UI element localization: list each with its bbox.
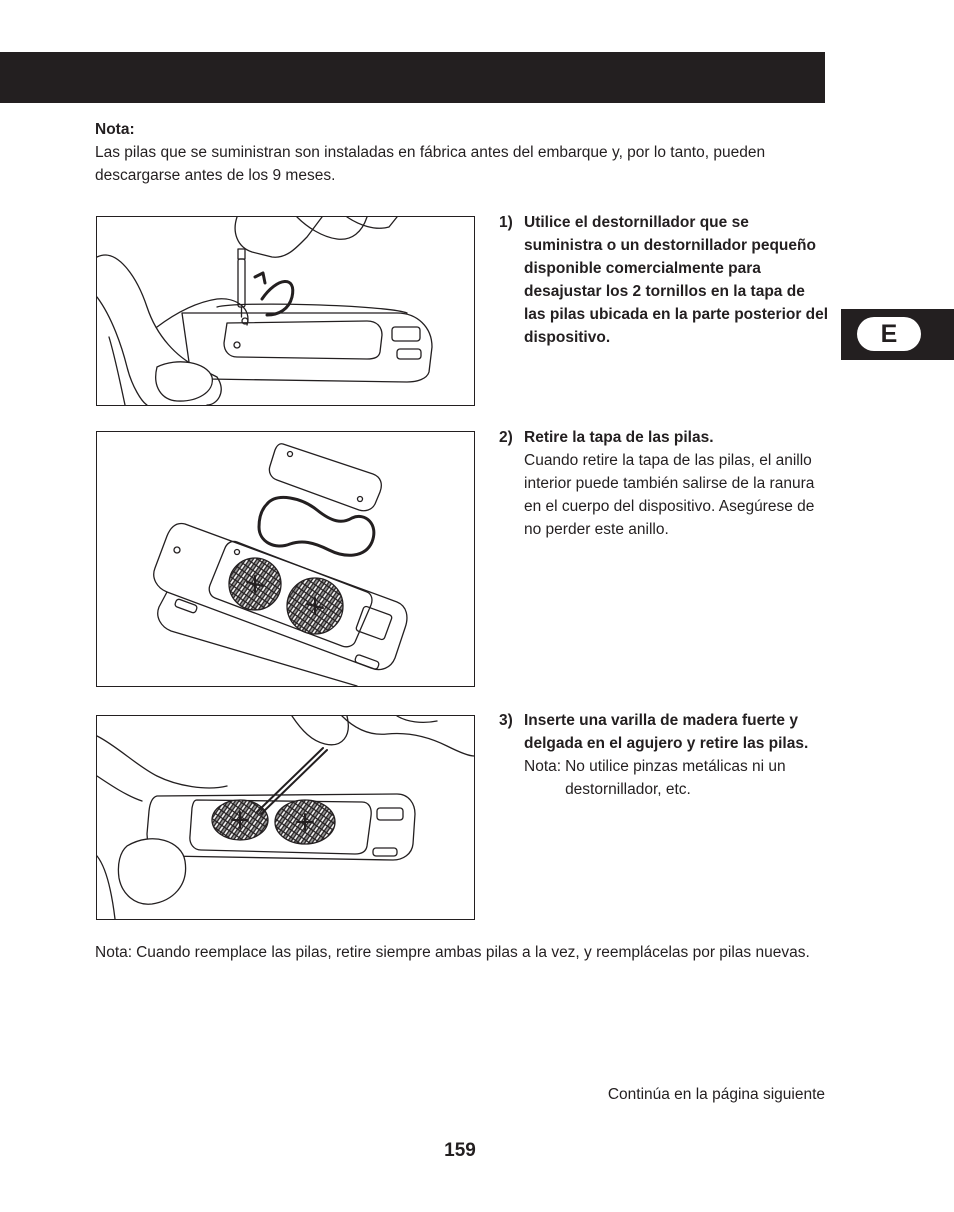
continue-text: Continúa en la página siguiente [607,1086,825,1103]
language-badge: E [857,317,921,351]
step-2 [499,426,829,541]
step-1-number: 1) [499,214,513,231]
page-number: 159 [444,1140,476,1161]
step-2-number: 2) [499,429,513,446]
step-2-text: Cuando retire la tapa de las pilas, el anillo interior puede también salirse de la ranura en el cuerpo del dispositivo. Asegúrese de no perder este anillo. [524,452,815,538]
bottom-note [95,941,825,964]
step-2-title: Retire la tapa de las pilas. [524,429,714,446]
top-note [95,118,825,187]
step-3-note [524,755,829,801]
step-1-title: Utilice el destornillador que se suministra o un destornillador pequeño disponible comercialmente para desajustar los 2 tornillos en la tapa de las pilas ubicada en la parte posterior del dispositivo. [524,214,829,346]
top-note-label: Nota: [95,121,135,138]
bottom-note-text: Cuando reemplace las pilas, retire siempre ambas pilas a la vez, y reemplácelas por pilas nuevas. [136,944,810,961]
header-bar [0,52,825,103]
step-3-note-label: Nota: [524,758,562,775]
step-3-title: Inserte una varilla de madera fuerte y delgada en el agujero y retire las pilas. [524,712,809,752]
language-tab [841,309,954,360]
step-3-note-text: No utilice pinzas metálicas ni un destornillador, etc. [565,758,786,798]
figure-unscrew-cover [96,216,475,406]
figure-remove-cover [96,431,475,687]
step-1 [499,211,829,349]
top-note-text: Las pilas que se suministran son instaladas en fábrica antes del embarque y, por lo tanto, pueden descargarse antes de los 9 meses. [95,144,766,184]
figure-remove-batteries [96,715,475,920]
bottom-note-label: Nota: [95,944,133,961]
step-3-number: 3) [499,712,513,729]
step-3 [499,709,829,801]
